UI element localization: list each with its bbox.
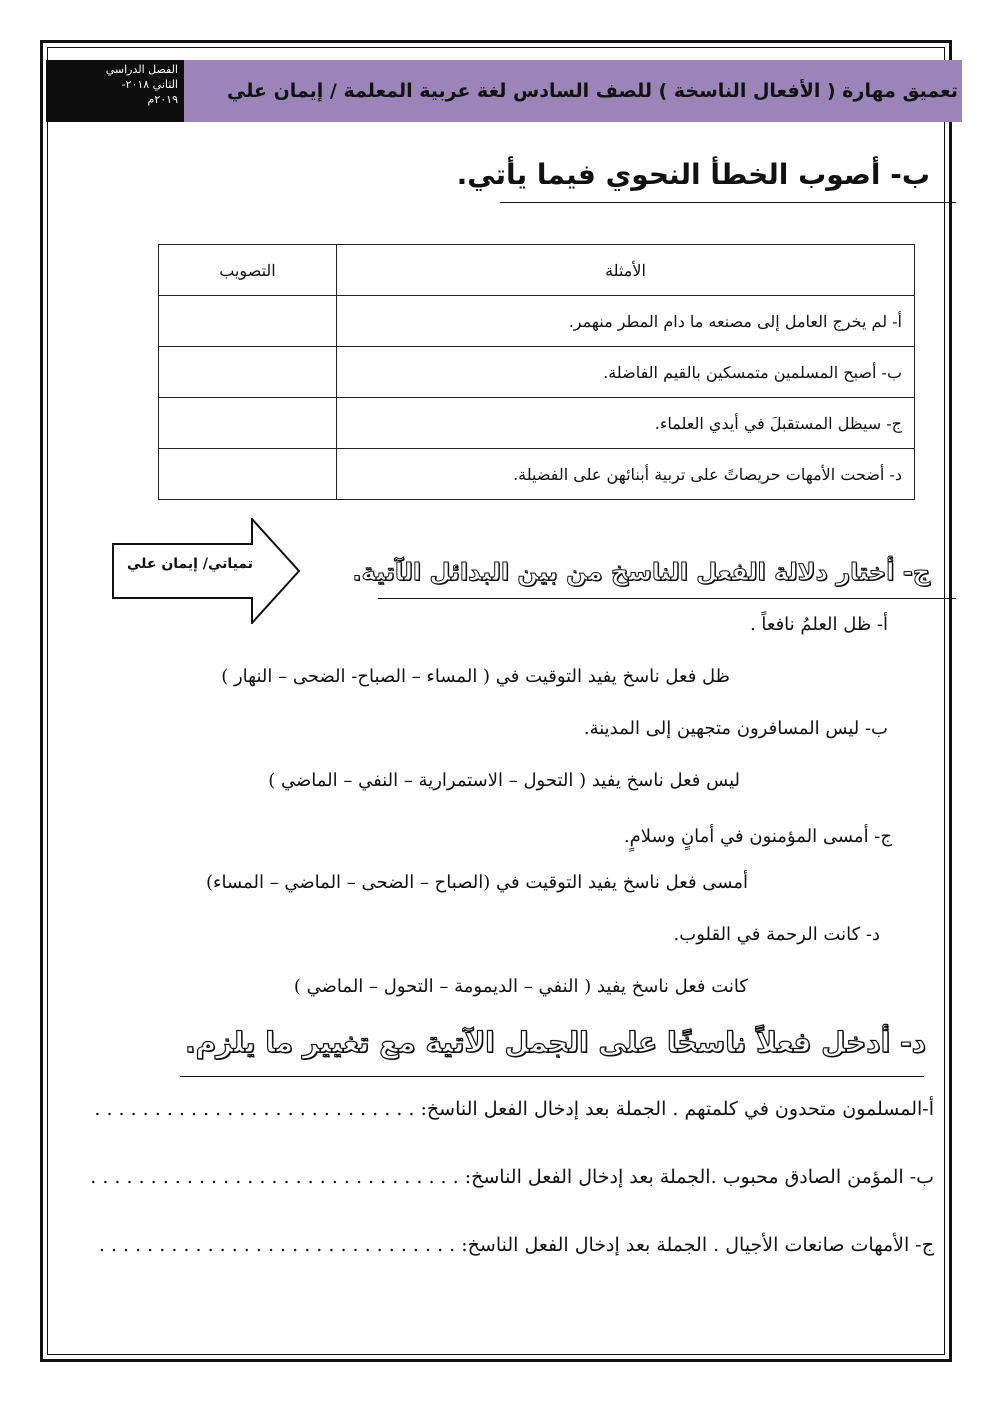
correction-answer-cell[interactable] bbox=[159, 347, 337, 398]
choice-sentence-d: د- كانت الرحمة في القلوب. bbox=[673, 924, 880, 945]
table-row bbox=[159, 296, 915, 347]
correction-column-header: التصويب bbox=[159, 245, 337, 296]
table-row bbox=[159, 347, 915, 398]
section-c-underline bbox=[378, 598, 956, 599]
section-c-heading: ج- أختار دلالة الفعل الناسخ من بين البدائل الآتية. bbox=[352, 558, 930, 586]
correction-answer-cell[interactable] bbox=[159, 296, 337, 347]
choice-question-b: ليس فعل ناسخ يفيد ( التحول – الاستمرارية – النفي – الماضي ) bbox=[268, 770, 740, 791]
section-b-underline bbox=[500, 202, 956, 203]
term-line-3: ٢٠١٩م bbox=[147, 93, 178, 106]
correction-table bbox=[158, 244, 915, 500]
example-cell: د- أضحت الأمهات حريصاتً على تربية أبنائهن على الفضيلة. bbox=[337, 449, 915, 500]
table-header-row bbox=[159, 245, 915, 296]
table-row bbox=[159, 449, 915, 500]
arrow-note-label: تمياتي/ إيمان علي bbox=[127, 556, 253, 572]
example-cell: ج- سيظل المستقبلَ في أيدي العلماء. bbox=[337, 398, 915, 449]
arrow-note bbox=[112, 518, 302, 624]
correction-answer-cell[interactable] bbox=[159, 449, 337, 500]
rewrite-item-b[interactable]: ب- المؤمن الصادق محبوب .الجملة بعد إدخال الفعل الناسخ: . . . . . . . . . . . . . . . . . . . . . . . . . . . . . . . bbox=[90, 1166, 934, 1188]
rewrite-item-a[interactable]: أ-المسلمون متحدون في كلمتهم . الجملة بعد إدخال الفعل الناسخ: . . . . . . . . . . . . . . . . . . . . . . . . . . . bbox=[94, 1098, 934, 1120]
section-d-underline bbox=[180, 1076, 924, 1077]
choice-question-c: أمسى فعل ناسخ يفيد التوقيت في (الصباح – الضحى – الماضي – المساء) bbox=[206, 872, 748, 893]
header-bar bbox=[184, 60, 962, 122]
term-line-2: الثاني ٢٠١٨- bbox=[121, 78, 178, 91]
choice-sentence-b: ب- ليس المسافرون متجهين إلى المدينة. bbox=[583, 718, 888, 739]
examples-column-header: الأمثلة bbox=[337, 245, 915, 296]
choice-question-d: كانت فعل ناسخ يفيد ( النفي – الديمومة – التحول – الماضي ) bbox=[293, 976, 748, 997]
page-border bbox=[40, 40, 952, 1362]
choice-sentence-a: أ- ظل العلمُ نافعاً . bbox=[749, 614, 888, 635]
example-cell: ب- أصبح المسلمين متمسكين بالقيم الفاضلة. bbox=[337, 347, 915, 398]
section-b-heading: ب- أصوب الخطأ النحوي فيما يأتي. bbox=[456, 158, 930, 191]
term-label bbox=[46, 60, 184, 122]
choice-question-a: ظل فعل ناسخ يفيد التوقيت في ( المساء – الصباح- الضحى – النهار ) bbox=[221, 666, 730, 687]
table-row bbox=[159, 398, 915, 449]
term-line-1: الفصل الدراسي bbox=[105, 63, 178, 76]
choice-sentence-c: ج- أمسى المؤمنون في أمانٍ وسلامٍ. bbox=[623, 826, 892, 847]
example-cell: أ- لم يخرج العامل إلى مصنعه ما دام المطر منهمر. bbox=[337, 296, 915, 347]
rewrite-item-c[interactable]: ج- الأمهات صانعات الأجيال . الجملة بعد إدخال الفعل الناسخ: . . . . . . . . . . . . . . . . . . . . . . . . . . . . . . bbox=[98, 1234, 934, 1256]
correction-answer-cell[interactable] bbox=[159, 398, 337, 449]
section-d-heading: د- أدخل فعلاً ناسخًا على الجمل الآتية مع تغيير ما يلزم. bbox=[184, 1026, 926, 1059]
worksheet-title: تعميق مهارة ( الأفعال الناسخة ) للصف السادس لغة عربية المعلمة / إيمان علي bbox=[227, 80, 958, 102]
